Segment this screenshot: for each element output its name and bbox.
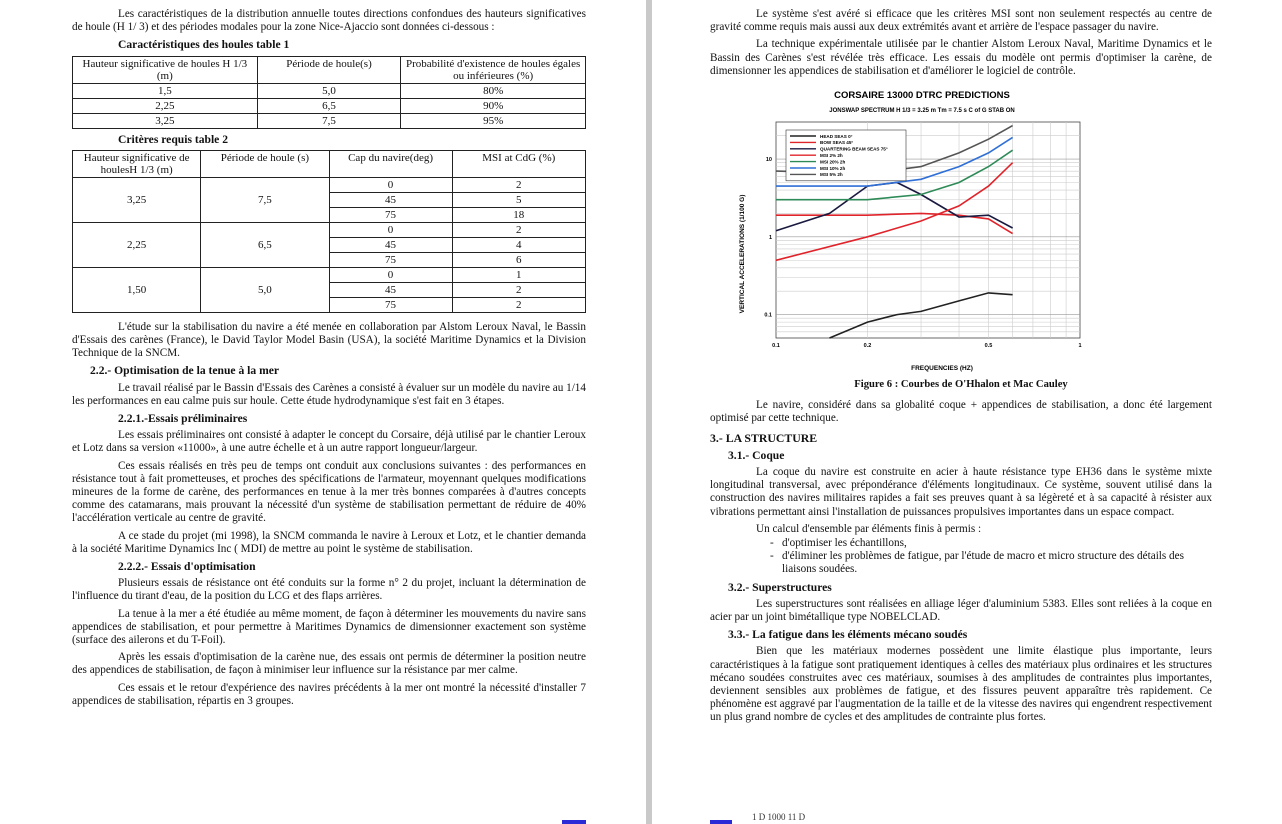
table-cell: 2 (452, 222, 585, 237)
section-heading-3-1: 3.1.- Coque (728, 448, 785, 462)
table-cell: 4 (452, 237, 585, 252)
section-heading-3-2: 3.2.- Superstructures (728, 580, 832, 594)
table-cell: 6,5 (257, 98, 401, 113)
table-cell: 3,25 (73, 113, 258, 128)
table-cell: 5,0 (257, 83, 401, 98)
paragraph-3-1b: Un calcul d'ensemble par éléments finis à permis : (756, 522, 982, 535)
table-cell: 2,25 (73, 222, 201, 267)
table-cell: 75 (329, 207, 452, 222)
chart-y-tick-label: 0.1 (764, 312, 772, 319)
paragraph-2-2-2d: Ces essais et le retour d'expérience des navires précédents à la mer ont montré la nécessité d'installer 7 appendices de stabilisation, répartis en 3 groupes. (72, 681, 586, 707)
table-cell: 2,25 (73, 98, 258, 113)
chart-y-tick-label: 10 (765, 157, 772, 164)
paragraph-2-2-1b: Ces essais réalisés en très peu de temps ont conduit aux conclusions suivantes : des performances en résistance tout à fait prometteuses, et proches des spécifications de l'armateur, moyennant quelques modifications mineures de la forme de carène, des performances en tenue à la mer très bonnes comparées à d'autres concepts comme des catamarans, mais prouvant la nécessité d'un système de stabilisation permettant de réduire de 40% l'accélération verticale au centre de gravité. (72, 459, 586, 525)
right-page (652, 0, 1282, 824)
table-criteres (72, 150, 586, 313)
table-cell: 0 (329, 267, 452, 282)
paragraph-2-2-2c: Après les essais d'optimisation de la carène nue, des essais ont permis de déterminer la position neutre des appendices de stabilisation, de façon à minimiser leur influence sur la résistance par mer calme. (72, 651, 586, 677)
table-cell: 5,0 (201, 267, 329, 312)
page-footer-text: 1 D 1000 11 D (752, 811, 806, 822)
table-header-row (73, 56, 586, 83)
paragraph-optimise: Le navire, considéré dans sa globalité coque + appendices de stabilisation, a donc été largement optimisé par cette technique. (710, 399, 1212, 425)
table-cell: 45 (329, 192, 452, 207)
table-cell: 7,5 (257, 113, 401, 128)
table-row (73, 113, 586, 128)
table-cell: 45 (329, 237, 452, 252)
table-cell: 6,5 (201, 222, 329, 267)
table-cell: 5 (452, 192, 585, 207)
table-cell: 2 (452, 282, 585, 297)
figure-6 (734, 86, 1104, 378)
section-heading-2-2-2: 2.2.2.- Essais d'optimisation (118, 560, 256, 574)
table-cell: 6 (452, 252, 585, 267)
intro-paragraph: Les caractéristiques de la distribution annuelle toutes directions confondues des hauteurs significatives de houle (H 1/ 3) et des périodes modales pour la zone Nice-Ajaccio sont données ci-dessous : (72, 8, 586, 34)
chart-x-tick-label: 0.1 (772, 343, 780, 350)
table-header: Période de houle(s) (257, 56, 401, 83)
page-footer-mark (562, 820, 586, 824)
section-heading-2-2-1: 2.2.1.-Essais préliminaires (118, 412, 248, 426)
left-column (72, 8, 586, 712)
section-heading-3: 3.- LA STRUCTURE (710, 430, 818, 445)
paragraph-3-2: Les superstructures sont réalisées en alliage léger d'aluminium 5383. Elles sont reliées à la coque en acier par un joint bimétallique type NOBELCLAD. (710, 597, 1212, 624)
paragraph-2-2: Le travail réalisé par le Bassin d'Essais des Carènes a consisté à évaluer sur un modèle du navire au 1/14 les performances en eau calme puis sur houle. Cette étude hydrodynamique s'est fait en 3 étapes. (72, 381, 586, 407)
table-cell: 7,5 (201, 177, 329, 222)
table-header: Hauteur significative de houlesH 1/3 (m) (73, 150, 201, 177)
table-header: Période de houle (s) (201, 150, 329, 177)
table-cell: 18 (452, 207, 585, 222)
chart-legend-label: MSI 20% 2h (820, 159, 846, 165)
table-cell: 95% (401, 113, 586, 128)
chart-legend (786, 130, 906, 181)
table-header: Hauteur significative de houles H 1/3 (m) (73, 56, 258, 83)
page-footer-mark (710, 820, 732, 824)
paragraph-2-2-1c: A ce stade du projet (mi 1998), la SNCM commanda le navire à Leroux et Lotz, et le chantier demanda à la société Maritime Dynamics Inc ( MDI) de mettre au point le système de stabilisation. (72, 529, 586, 555)
right-column (710, 8, 1212, 729)
table-cell: 45 (329, 282, 452, 297)
table-cell: 1,50 (73, 267, 201, 312)
list-3-1 (770, 537, 1212, 577)
chart-y-tick-label: 1 (768, 234, 772, 241)
chart-xlabel: FREQUENCIES (HZ) (911, 365, 973, 373)
chart-x-tick-label: 0.5 (984, 343, 993, 350)
chart-subtitle: JONSWAP SPECTRUM H 1/3 = 3.25 m Tm = 7.5 s C of G STAB ON (829, 108, 1015, 115)
figure-caption: Figure 6 : Courbes de O'Hhalon et Mac Cauley (854, 379, 1068, 391)
table-cell: 2 (452, 177, 585, 192)
chart-legend-label: BOW SEAS 45° (820, 140, 854, 146)
table-header: Probabilité d'existence de houles égales ou inférieures (%) (401, 56, 586, 83)
paragraph-2-2-2b: La tenue à la mer a été étudiée au même moment, de façon à déterminer les mouvements du navire sans appendices de stabilisation, et pour permettre à Maritimes Dynamics de dimensionner exactement son système (surface des ailerons et du T-Foil). (72, 607, 586, 647)
table-cell: 75 (329, 297, 452, 312)
corsaire-chart (734, 86, 1104, 378)
table-houles (72, 56, 586, 129)
paragraph-2-2-1a: Les essais préliminaires ont consisté à adapter le concept du Corsaire, déjà utilisé par le chantier Leroux et Lotz dans sa version «11000», à une autre échelle et à un autre rapport longueur/largeur. (72, 429, 586, 455)
table-cell: 3,25 (73, 177, 201, 222)
table-cell: 2 (452, 297, 585, 312)
chart-legend-label: QUARTERING BEAM SEAS 75° (820, 146, 888, 152)
list-item: - d'éliminer les problèmes de fatigue, par l'étude de macro et micro structure des détails des liaisons soudées. (770, 550, 1212, 576)
section-heading-3-3: 3.3.- La fatigue dans les éléments mécano soudés (728, 628, 968, 642)
table-row (73, 98, 586, 113)
chart-legend-label: MSI 2% 2h (820, 153, 843, 159)
chart-ylabel: VERTICAL ACCELERATIONS (1/100 G) (739, 194, 746, 314)
chart-legend-label: MSI 10% 2h (820, 165, 846, 171)
table-cell: 75 (329, 252, 452, 267)
table-row (73, 83, 586, 98)
chart-title: CORSAIRE 13000 DTRC PREDICTIONS (834, 90, 1010, 102)
table1-title: Caractéristiques des houles table 1 (118, 38, 290, 52)
chart-legend-label: MSI 5% 2h (820, 172, 843, 178)
paragraph-3-1a: La coque du navire est construite en acier à haute résistance type EH36 dans le système mixte longitudinal transversal, avec prépondérance d'éléments longitudinaux. Ce système, souvent utilisé dans la construction des navires militaires rapides a fait ses preuves quant à sa légèreté et à sa capacité à résister aux vibrations permettant ainsi l'installation de puissances propulsives importantes dans un espace compact. (710, 466, 1212, 518)
chart-legend-label: HEAD SEAS 0° (820, 133, 853, 139)
table2-title: Critères requis table 2 (118, 132, 229, 146)
table-cell: 0 (329, 177, 452, 192)
study-paragraph: L'étude sur la stabilisation du navire a été menée en collaboration par Alstom Leroux Naval, le Bassin d'Essais des carènes (France), le David Taylor Model Basin (USA), la société Maritime Dynamics et la Division Technique de la SNCM. (72, 320, 586, 360)
table-header: Cap du navire(deg) (329, 150, 452, 177)
paragraph-3-3: Bien que les matériaux modernes possèdent une limite élastique plus importante, leurs caractéristiques à la fatigue sont pratiquement identiques à celles des matériaux plus ordinaires et les structures mécano soudées construites avec ces matériaux, soumises à des amplitudes de contraintes plus importantes, deviennent sensibles aux problèmes de fatigue, et des fissures peuvent apparaître très rapidement. Ce phénomène est aggravé par l'augmentation de la taille et de la vitesse des navires qui engendrent respectivement un plus grand nombre de cycles et des amplitudes de contrainte plus fortes. (710, 645, 1212, 724)
table-row (73, 177, 586, 192)
table-header-row (73, 150, 586, 177)
table-cell: 1,5 (73, 83, 258, 98)
section-heading-2-2: 2.2.- Optimisation de la tenue à la mer (90, 364, 280, 378)
table-cell: 90% (401, 98, 586, 113)
paragraph-2-2-2a: Plusieurs essais de résistance ont été conduits sur la forme n° 2 du projet, incluant la détermination de l'influence du tirant d'eau, de la position du LCG et des flaps arrières. (72, 577, 586, 603)
table-cell: 0 (329, 222, 452, 237)
list-item: - d'optimiser les échantillons, (770, 537, 1212, 550)
table-header: MSI at CdG (%) (452, 150, 585, 177)
table-cell: 1 (452, 267, 585, 282)
table-row (73, 267, 586, 282)
paragraph-technique: La technique expérimentale utilisée par le chantier Alstom Leroux Naval, Maritime Dynamics et le Bassin des Carènes s'est révélée très efficace. Les essais du modèle ont permis d'optimiser la carène, de dimensionner les appendices de stabilisation et d'améliorer le logiciel de contrôle. (710, 38, 1212, 77)
table-cell: 80% (401, 83, 586, 98)
paragraph-msi: Le système s'est avéré si efficace que les critères MSI sont non seulement respectés au centre de gravité comme requis mais aussi aux deux extrémités avant et arrière de l'espace passager du navire. (710, 8, 1212, 34)
chart-x-tick-label: 0.2 (863, 343, 872, 350)
chart-x-tick-label: 1 (1078, 343, 1082, 350)
table-row (73, 222, 586, 237)
